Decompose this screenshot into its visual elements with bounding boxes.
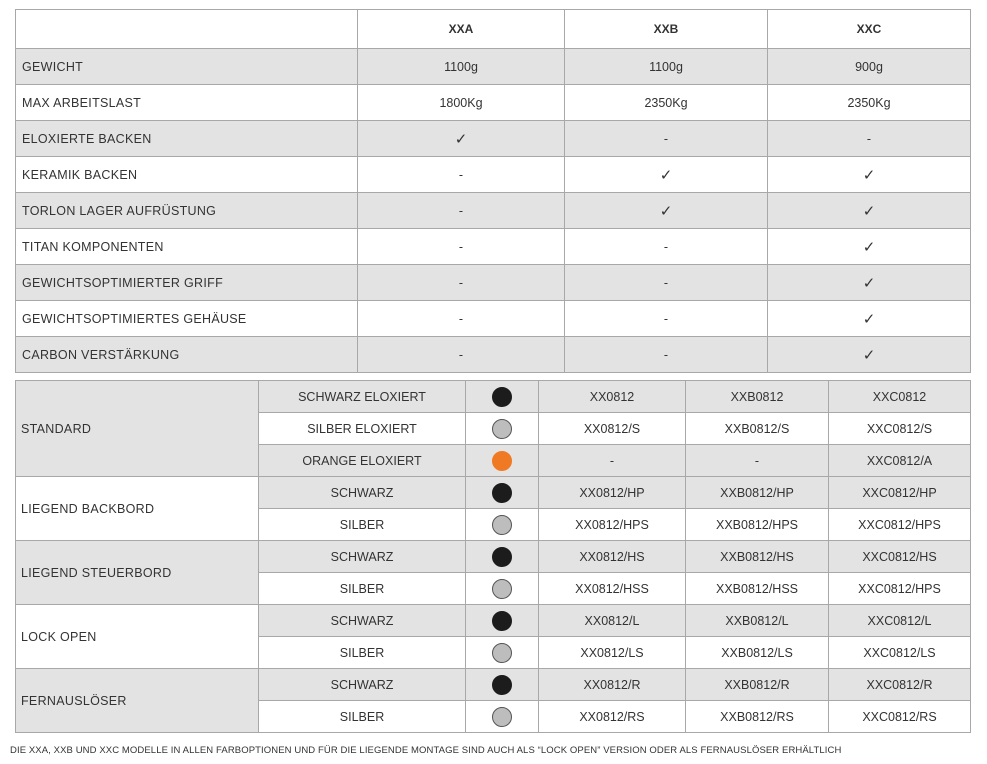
color-swatch-cell: [466, 701, 539, 733]
model-number: XXC0812/A: [829, 445, 971, 477]
model-number: -: [539, 445, 686, 477]
spec-row: [16, 157, 971, 193]
finish-label: ORANGE ELOXIERT: [259, 445, 466, 477]
color-swatch-cell: [466, 605, 539, 637]
color-swatch-cell: [466, 637, 539, 669]
model-number: XXC0812/S: [829, 413, 971, 445]
model-number: XXB0812/HP: [686, 477, 829, 509]
spec-header-xxb: XXB: [565, 10, 768, 49]
spec-value: -: [358, 301, 565, 337]
model-number: XXC0812/RS: [829, 701, 971, 733]
spec-value: -: [358, 229, 565, 265]
model-number: XXC0812/L: [829, 605, 971, 637]
mount-group-label: LOCK OPEN: [16, 605, 259, 669]
finish-label: SILBER: [259, 509, 466, 541]
spec-feature-label: MAX ARBEITSLAST: [16, 85, 358, 121]
spec-row: [16, 301, 971, 337]
spec-feature-label: GEWICHTSOPTIMIERTER GRIFF: [16, 265, 358, 301]
finish-label: SILBER: [259, 701, 466, 733]
spec-table-body: [16, 49, 971, 373]
black-color-swatch-icon: [492, 675, 512, 695]
spec-value: 1100g: [358, 49, 565, 85]
spec-row: [16, 229, 971, 265]
model-number: -: [686, 445, 829, 477]
check-icon: ✓: [768, 229, 971, 265]
finish-label: SCHWARZ: [259, 541, 466, 573]
silver-color-swatch-icon: [492, 515, 512, 535]
spec-header-empty: [16, 10, 358, 49]
model-number: XXC0812/HS: [829, 541, 971, 573]
color-swatch-cell: [466, 509, 539, 541]
black-color-swatch-icon: [492, 387, 512, 407]
model-number: XXC0812/LS: [829, 637, 971, 669]
spec-value: 900g: [768, 49, 971, 85]
footnote: DIE XXA, XXB UND XXC MODELLE IN ALLEN FARBOPTIONEN UND FÜR DIE LIEGENDE MONTAGE SIND AUCH ALS “LOCK OPEN” VERSION ODER ALS FERNAUSLÖSER ERHÄLTLICH: [10, 745, 842, 756]
check-icon: ✓: [768, 337, 971, 373]
model-number: XX0812/HSS: [539, 573, 686, 605]
finish-label: SCHWARZ ELOXIERT: [259, 381, 466, 413]
spec-value: -: [358, 265, 565, 301]
silver-color-swatch-icon: [492, 579, 512, 599]
check-icon: ✓: [768, 301, 971, 337]
spec-feature-label: GEWICHTSOPTIMIERTES GEHÄUSE: [16, 301, 358, 337]
model-row: [16, 605, 971, 637]
spec-feature-label: GEWICHT: [16, 49, 358, 85]
model-number: XXC0812/HP: [829, 477, 971, 509]
model-number: XX0812: [539, 381, 686, 413]
spec-feature-label: CARBON VERSTÄRKUNG: [16, 337, 358, 373]
spec-value: -: [358, 157, 565, 193]
check-icon: ✓: [768, 157, 971, 193]
model-number: XXC0812: [829, 381, 971, 413]
spec-comparison-table: [15, 9, 971, 373]
model-number: XX0812/L: [539, 605, 686, 637]
mount-group-label: LIEGEND STEUERBORD: [16, 541, 259, 605]
finish-label: SILBER ELOXIERT: [259, 413, 466, 445]
model-number: XXB0812/HS: [686, 541, 829, 573]
color-swatch-cell: [466, 413, 539, 445]
spec-value: -: [768, 121, 971, 157]
spec-value: 2350Kg: [768, 85, 971, 121]
spec-row: [16, 49, 971, 85]
finish-label: SILBER: [259, 573, 466, 605]
model-number-table: [15, 380, 971, 733]
spec-row: [16, 85, 971, 121]
finish-label: SCHWARZ: [259, 669, 466, 701]
spec-value: -: [358, 193, 565, 229]
spec-value: -: [565, 337, 768, 373]
spec-row: [16, 121, 971, 157]
silver-color-swatch-icon: [492, 643, 512, 663]
model-number: XXB0812: [686, 381, 829, 413]
model-number: XXB0812/L: [686, 605, 829, 637]
finish-label: SILBER: [259, 637, 466, 669]
color-swatch-cell: [466, 541, 539, 573]
model-number: XXB0812/S: [686, 413, 829, 445]
model-number: XXB0812/HPS: [686, 509, 829, 541]
model-number: XXC0812/HPS: [829, 509, 971, 541]
model-row: [16, 477, 971, 509]
spec-row: [16, 337, 971, 373]
black-color-swatch-icon: [492, 483, 512, 503]
spec-feature-label: TITAN KOMPONENTEN: [16, 229, 358, 265]
model-number: XX0812/HPS: [539, 509, 686, 541]
spec-row: [16, 193, 971, 229]
spec-feature-label: ELOXIERTE BACKEN: [16, 121, 358, 157]
black-color-swatch-icon: [492, 547, 512, 567]
spec-value: 2350Kg: [565, 85, 768, 121]
silver-color-swatch-icon: [492, 707, 512, 727]
spec-value: -: [565, 301, 768, 337]
check-icon: ✓: [768, 193, 971, 229]
model-number: XXC0812/HPS: [829, 573, 971, 605]
model-table-body: [16, 381, 971, 733]
finish-label: SCHWARZ: [259, 605, 466, 637]
model-number: XX0812/S: [539, 413, 686, 445]
spec-value: -: [358, 337, 565, 373]
model-row: [16, 381, 971, 413]
check-icon: ✓: [565, 157, 768, 193]
spec-feature-label: KERAMIK BACKEN: [16, 157, 358, 193]
finish-label: SCHWARZ: [259, 477, 466, 509]
color-swatch-cell: [466, 381, 539, 413]
spec-value: -: [565, 265, 768, 301]
model-row: [16, 541, 971, 573]
model-row: [16, 669, 971, 701]
model-number: XX0812/RS: [539, 701, 686, 733]
check-icon: ✓: [768, 265, 971, 301]
spec-header-row: [16, 10, 971, 49]
spec-header-xxc: XXC: [768, 10, 971, 49]
mount-group-label: FERNAUSLÖSER: [16, 669, 259, 733]
color-swatch-cell: [466, 573, 539, 605]
color-swatch-cell: [466, 445, 539, 477]
mount-group-label: STANDARD: [16, 381, 259, 477]
model-number: XXB0812/RS: [686, 701, 829, 733]
mount-group-label: LIEGEND BACKBORD: [16, 477, 259, 541]
check-icon: ✓: [358, 121, 565, 157]
orange-color-swatch-icon: [492, 451, 512, 471]
check-icon: ✓: [565, 193, 768, 229]
model-number: XXC0812/R: [829, 669, 971, 701]
model-number: XXB0812/HSS: [686, 573, 829, 605]
model-number: XXB0812/R: [686, 669, 829, 701]
spec-value: 1800Kg: [358, 85, 565, 121]
spec-header-xxa: XXA: [358, 10, 565, 49]
spec-feature-label: TORLON LAGER AUFRÜSTUNG: [16, 193, 358, 229]
spec-value: 1100g: [565, 49, 768, 85]
spec-value: -: [565, 229, 768, 265]
silver-color-swatch-icon: [492, 419, 512, 439]
model-number: XX0812/R: [539, 669, 686, 701]
model-number: XX0812/LS: [539, 637, 686, 669]
color-swatch-cell: [466, 477, 539, 509]
spec-value: -: [565, 121, 768, 157]
black-color-swatch-icon: [492, 611, 512, 631]
model-number: XXB0812/LS: [686, 637, 829, 669]
model-number: XX0812/HS: [539, 541, 686, 573]
color-swatch-cell: [466, 669, 539, 701]
spec-row: [16, 265, 971, 301]
model-number: XX0812/HP: [539, 477, 686, 509]
